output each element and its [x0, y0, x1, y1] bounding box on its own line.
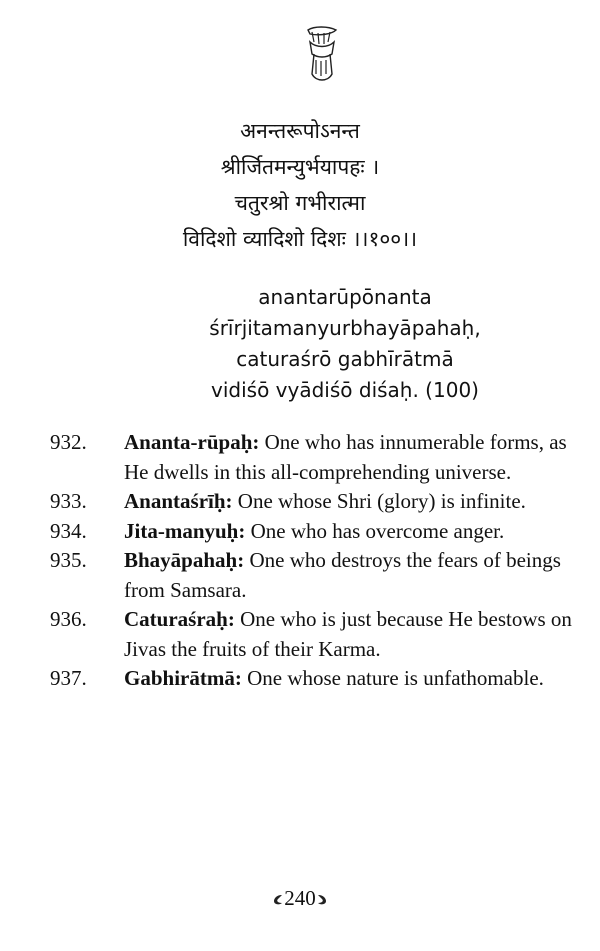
verse-devanagari	[0, 113, 600, 257]
entry-meaning: One who has innumerable forms, as He dwells in this all-comprehending universe.	[124, 430, 567, 484]
entry-meaning: One whose Shri (glory) is infinite.	[232, 489, 526, 513]
list-item	[0, 605, 600, 664]
right-flourish-icon	[316, 893, 328, 907]
entry-meaning: One who is just because He bestows on Jivas the fruits of their Karma.	[124, 607, 572, 661]
entry-list	[0, 428, 600, 694]
entry-term: Gabhirātmā:	[124, 666, 242, 690]
list-item	[0, 428, 600, 487]
entry-number: 935.	[50, 548, 87, 572]
entry-term: Caturaśraḥ:	[124, 607, 235, 631]
entry-term: Anantaśrīḥ:	[124, 489, 233, 513]
left-flourish-icon	[272, 893, 284, 907]
devanagari-line: अनन्तरूपोऽनन्त	[240, 119, 360, 143]
transliteration-line: caturaśrō gabhīrātmā	[236, 347, 454, 371]
list-item	[0, 546, 600, 605]
devanagari-line: विदिशो व्यादिशो दिशः ।।१००।।	[182, 227, 418, 251]
entry-term: Jita-manyuḥ:	[124, 518, 246, 543]
entry-meaning: One who has overcome anger.	[245, 518, 505, 543]
entry-number: 932.	[50, 430, 87, 454]
verse-transliteration	[0, 282, 600, 406]
transliteration-line: śrīrjitamanyurbhayāpahaḥ,	[209, 316, 481, 340]
page-number	[0, 886, 600, 911]
entry-number: 933.	[50, 489, 87, 513]
entry-number: 936.	[50, 607, 87, 631]
entry-number: 934.	[50, 518, 87, 543]
list-item	[0, 487, 600, 517]
list-item	[0, 517, 600, 547]
devanagari-line: श्रीर्जितमन्युर्भयापहः ।	[220, 155, 380, 179]
transliteration-line: vidiśō vyādiśō diśaḥ. (100)	[211, 378, 479, 402]
entry-meaning: One who destroys the fears of beings from Samsara.	[124, 548, 561, 602]
list-item	[0, 664, 600, 694]
devanagari-line: चतुरश्रो गभीरात्मा	[234, 191, 366, 215]
entry-number: 937.	[50, 666, 87, 690]
entry-term: Bhayāpahaḥ:	[124, 548, 245, 572]
entry-term: Ananta-rūpaḥ:	[124, 430, 260, 454]
hand-holding-lamp-icon	[300, 24, 344, 88]
page-number-text: 240	[284, 886, 316, 910]
entry-meaning: One whose nature is unfathomable.	[241, 666, 544, 690]
transliteration-line: anantarūpōnanta	[258, 285, 432, 309]
